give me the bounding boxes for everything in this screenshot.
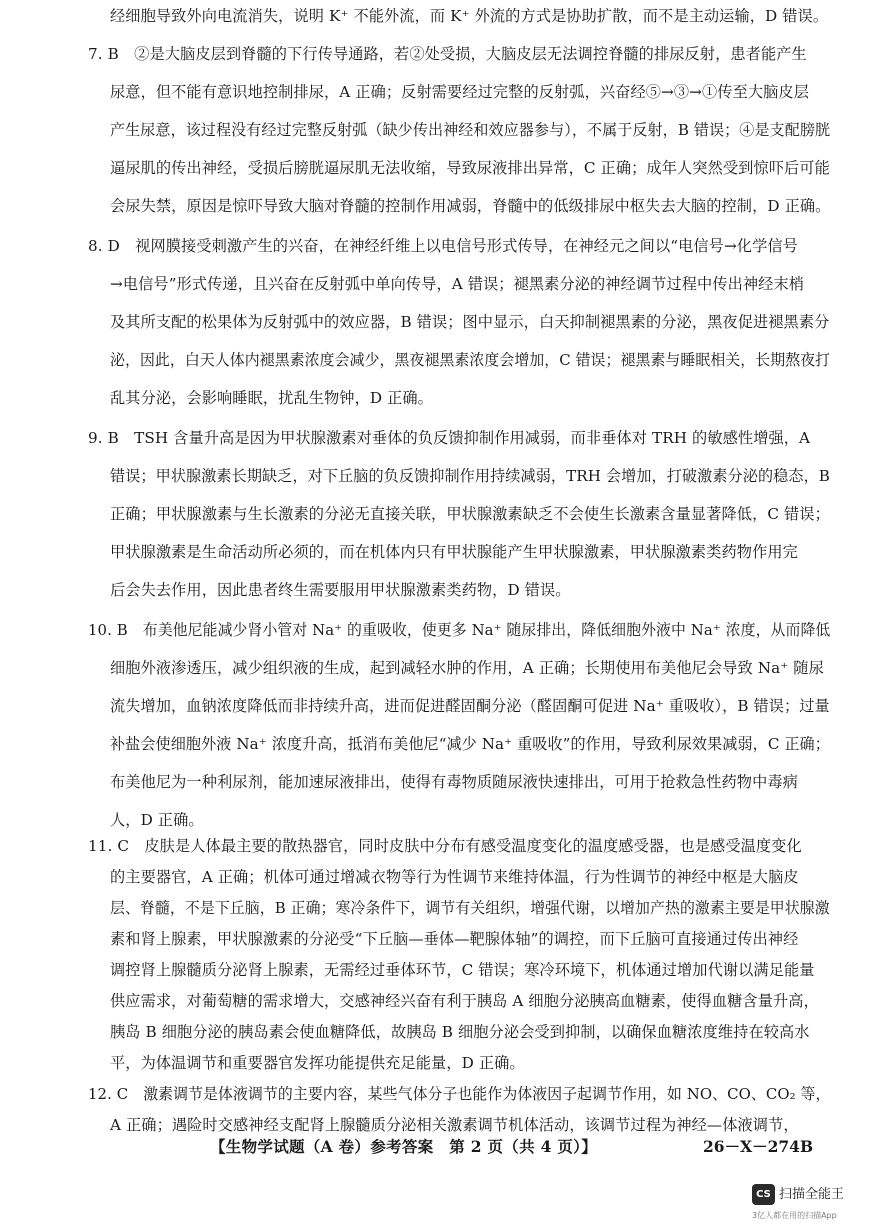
text-line: 流失增加，血钠浓度降低而非持续升高，进而促进醛固酮分泌（醛固酮可促进 Na⁺ 重吸收），B 错误；过量 bbox=[110, 697, 830, 715]
text-line: 胰岛 B 细胞分泌的胰岛素会使血糖降低，故胰岛 B 细胞分泌会受到抑制，以确保血糖浓度维持在较高水 bbox=[110, 1023, 810, 1041]
watermark-app-name: 扫描全能王 bbox=[779, 1187, 845, 1202]
text-line: 及其所支配的松果体为反射弧中的效应器，B 错误；图中显示，白天抑制褪黑素的分泌，黑夜促进褪黑素分 bbox=[110, 313, 830, 331]
text-line: 正确；甲状腺激素与生长激素的分泌无直接关联，甲状腺激素缺乏不会使生长激素含量显著降低，C 错误； bbox=[110, 505, 830, 523]
text-line: 会尿失禁，原因是惊吓导致大脑对脊髓的控制作用减弱，脊髓中的低级排尿中枢失去大脑的控制，D 正确。 bbox=[110, 197, 831, 215]
watermark-tagline: 3亿人都在用的扫描App bbox=[752, 1211, 837, 1220]
text-line: 经细胞导致外向电流消失，说明 K⁺ 不能外流，而 K⁺ 外流的方式是协助扩散，而不是主动运输，D 错误。 bbox=[110, 7, 829, 25]
text-line: 泌，因此，白天人体内褪黑素浓度会减少，黑夜褪黑素浓度会增加，C 错误；褪黑素与睡眠相关，长期熬夜打 bbox=[110, 351, 831, 369]
text-line: 12. C 激素调节是体液调节的主要内容，某些气体分子也能作为体液因子起调节作用，如 NO、CO、CO₂ 等， bbox=[88, 1085, 831, 1103]
text-line: 8. D 视网膜接受刺激产生的兴奋，在神经纤维上以电信号形式传导，在神经元之间以“电信号→化学信号 bbox=[88, 237, 798, 255]
text-line: 细胞外液渗透压，减少组织液的生成，起到减轻水肿的作用，A 正确；长期使用布美他尼会导致 Na⁺ 随尿 bbox=[110, 659, 824, 677]
text-line: 9. B TSH 含量升高是因为甲状腺激素对垂体的负反馈抑制作用减弱，而非垂体对 TRH 的敏感性增强，A bbox=[88, 429, 811, 447]
text-line: 人，D 正确。 bbox=[110, 811, 204, 829]
text-line: 平，为体温调节和重要器官发挥功能提供充足能量，D 正确。 bbox=[110, 1054, 525, 1072]
text-line: 素和肾上腺素，甲状腺激素的分泌受“下丘脑—垂体—靶腺体轴”的调控，而下丘脑可直接通过传出神经 bbox=[110, 930, 799, 948]
document-code: 26－X－274B bbox=[703, 1137, 814, 1156]
text-line: 供应需求，对葡萄糖的需求增大，交感神经兴奋有利于胰岛 A 细胞分泌胰高血糖素，使得血糖含量升高， bbox=[110, 992, 819, 1010]
text-line: 补盐会使细胞外液 Na⁺ 浓度升高，抵消布美他尼“减少 Na⁺ 重吸收”的作用，导致利尿效果减弱，C 正确； bbox=[110, 735, 830, 753]
text-line: 7. B ②是大脑皮层到脊髓的下行传导通路，若②处受损，大脑皮层无法调控脊髓的排尿反射，患者能产生 bbox=[88, 45, 807, 63]
text-line: →电信号”形式传递，且兴奋在反射弧中单向传导，A 错误；褪黑素分泌的神经调节过程中传出神经末梢 bbox=[110, 275, 805, 293]
text-line: 尿意，但不能有意识地控制排尿，A 正确；反射需要经过完整的反射弧，兴奋经⑤→③→①传至大脑皮层 bbox=[110, 83, 810, 101]
text-line: 层、脊髓，不是下丘脑，B 正确；寒冷条件下，调节有关组织，增强代谢，以增加产热的激素主要是甲状腺激 bbox=[110, 899, 830, 917]
text-line: 调控肾上腺髓质分泌肾上腺素，无需经过垂体环节，C 错误；寒冷环境下，机体通过增加代谢以满足能量 bbox=[110, 961, 815, 979]
text-line: 10. B 布美他尼能减少肾小管对 Na⁺ 的重吸收，使更多 Na⁺ 随尿排出，降低细胞外液中 Na⁺ 浓度，从而降低 bbox=[88, 621, 831, 639]
text-line: 乱其分泌，会影响睡眠，扰乱生物钟，D 正确。 bbox=[110, 389, 433, 407]
text-line: 11. C 皮肤是人体最主要的散热器官，同时皮肤中分布有感受温度变化的温度感受器，也是感受温度变化 bbox=[88, 837, 802, 855]
text-line: 逼尿肌的传出神经，受损后膀胱逼尿肌无法收缩，导致尿液排出异常，C 正确；成年人突然受到惊吓后可能 bbox=[110, 159, 830, 177]
text-line: 甲状腺激素是生命活动所必须的，而在机体内只有甲状腺能产生甲状腺激素，甲状腺激素类药物作用完 bbox=[110, 543, 798, 561]
text-line: 的主要器官，A 正确；机体可通过增减衣物等行为性调节来维持体温，行为性调节的神经中枢是大脑皮 bbox=[110, 868, 799, 886]
page-footer-title: 【生物学试题（A 卷）参考答案 第 2 页（共 4 页）】 bbox=[210, 1137, 598, 1156]
text-line: 产生尿意，该过程没有经过完整反射弧（缺少传出神经和效应器参与），不属于反射，B 错误；④是支配膀胱 bbox=[110, 121, 831, 139]
text-line: 布美他尼为一种利尿剂，能加速尿液排出，使得有毒物质随尿液快速排出，可用于抢救急性药物中毒病 bbox=[110, 773, 798, 791]
text-line: A 正确；遇险时交感神经支配肾上腺髓质分泌相关激素调节机体活动，该调节过程为神经—体液调节， bbox=[110, 1116, 799, 1134]
text-line: 后会失去作用，因此患者终生需要服用甲状腺激素类药物，D 错误。 bbox=[110, 581, 571, 599]
camscanner-logo-icon: CS bbox=[752, 1184, 775, 1205]
text-line: 错误；甲状腺激素长期缺乏，对下丘脑的负反馈抑制作用持续减弱，TRH 会增加，打破激素分泌的稳态，B bbox=[110, 467, 830, 485]
